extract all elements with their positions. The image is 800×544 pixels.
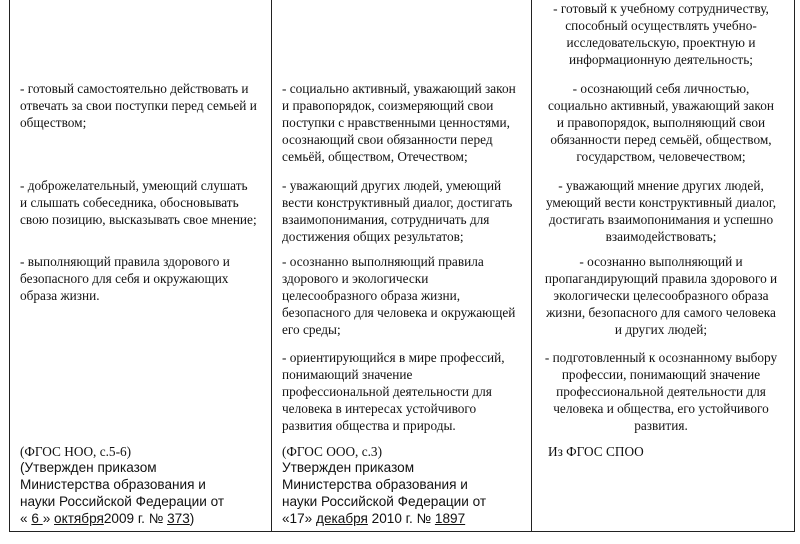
list-item: - уважающий мнение других людей, умеющий вести конструктивный диалог, достигать взаимопонимания и успешно взаимодействовать;: [545, 178, 777, 244]
list-item: - уважающий других людей, умеющий вести конструктивный диалог, достигать взаимопонимания, сотрудничать для достижения общих результатов;: [282, 178, 513, 244]
order-date-noo: « 6 » октября2009 г. № 373): [20, 511, 195, 526]
column-noo: [10, 0, 271, 531]
citation-spoo: Из ФГОС СПОО: [548, 444, 644, 459]
list-item: - готовый к учебному сотрудничеству, способный осуществлять учебно- исследовательскую, проектную и информационную деятельность;: [553, 1, 769, 67]
list-item: - осознающий себя личностью, социально активный, уважающий закон и правопорядок, выполняющий свои обязанности перед семьёй, обществом, государством, человечеством;: [548, 81, 774, 164]
citation-ooo: (ФГОС ООО, с.3): [282, 444, 383, 459]
list-item: - доброжелательный, умеющий слушать и слышать собеседника, обосновывать свою позицию, высказывать свое мнение;: [20, 178, 257, 227]
order-line: науки Российской Федерации от: [20, 494, 225, 509]
citation-noo: (ФГОС НОО, с.5-6): [20, 444, 132, 459]
list-item: - осознанно выполняющий правила здорового и экологически целесообразного образа жизни, безопасного для человека и окружающей его среды;: [282, 254, 516, 337]
standards-table: [9, 0, 795, 532]
list-item: - готовый самостоятельно действовать и отвечать за свои поступки перед семьей и обществом;: [20, 81, 257, 130]
list-item: - осознанно выполняющий и пропагандирующий правила здорового и экологически целесообразного образа жизни, безопасного для самого человека и других людей;: [544, 254, 778, 337]
order-line: Министерства образования и: [20, 477, 206, 492]
list-item: - выполняющий правила здорового и безопасного для себя и окружающих образа жизни.: [20, 254, 230, 303]
order-line: Министерства образования и: [282, 477, 468, 492]
order-line: науки Российской Федерации от: [282, 494, 487, 509]
list-item: - ориентирующийся в мире профессий, понимающий значение профессиональной деятельности для человека в интересах устойчивого развития общества и природы.: [282, 350, 505, 433]
list-item: - социально активный, уважающий закон и правопорядок, соизмеряющий свои поступки с нравственными ценностями, осознающий свои обязанности перед семьёй, обществом, Отечеством;: [282, 81, 516, 164]
order-line: Утвержден приказом: [282, 460, 415, 475]
order-line: (Утвержден приказом: [20, 460, 157, 475]
order-date-ooo: «17» декабря 2010 г. № 1897: [282, 511, 466, 526]
list-item: - подготовленный к осознанному выбору профессии, понимающий значение профессиональной деятельности для человека и общества, его устойчивого развития.: [544, 350, 778, 433]
column-spoo: [532, 0, 795, 531]
column-ooo: [272, 0, 531, 531]
